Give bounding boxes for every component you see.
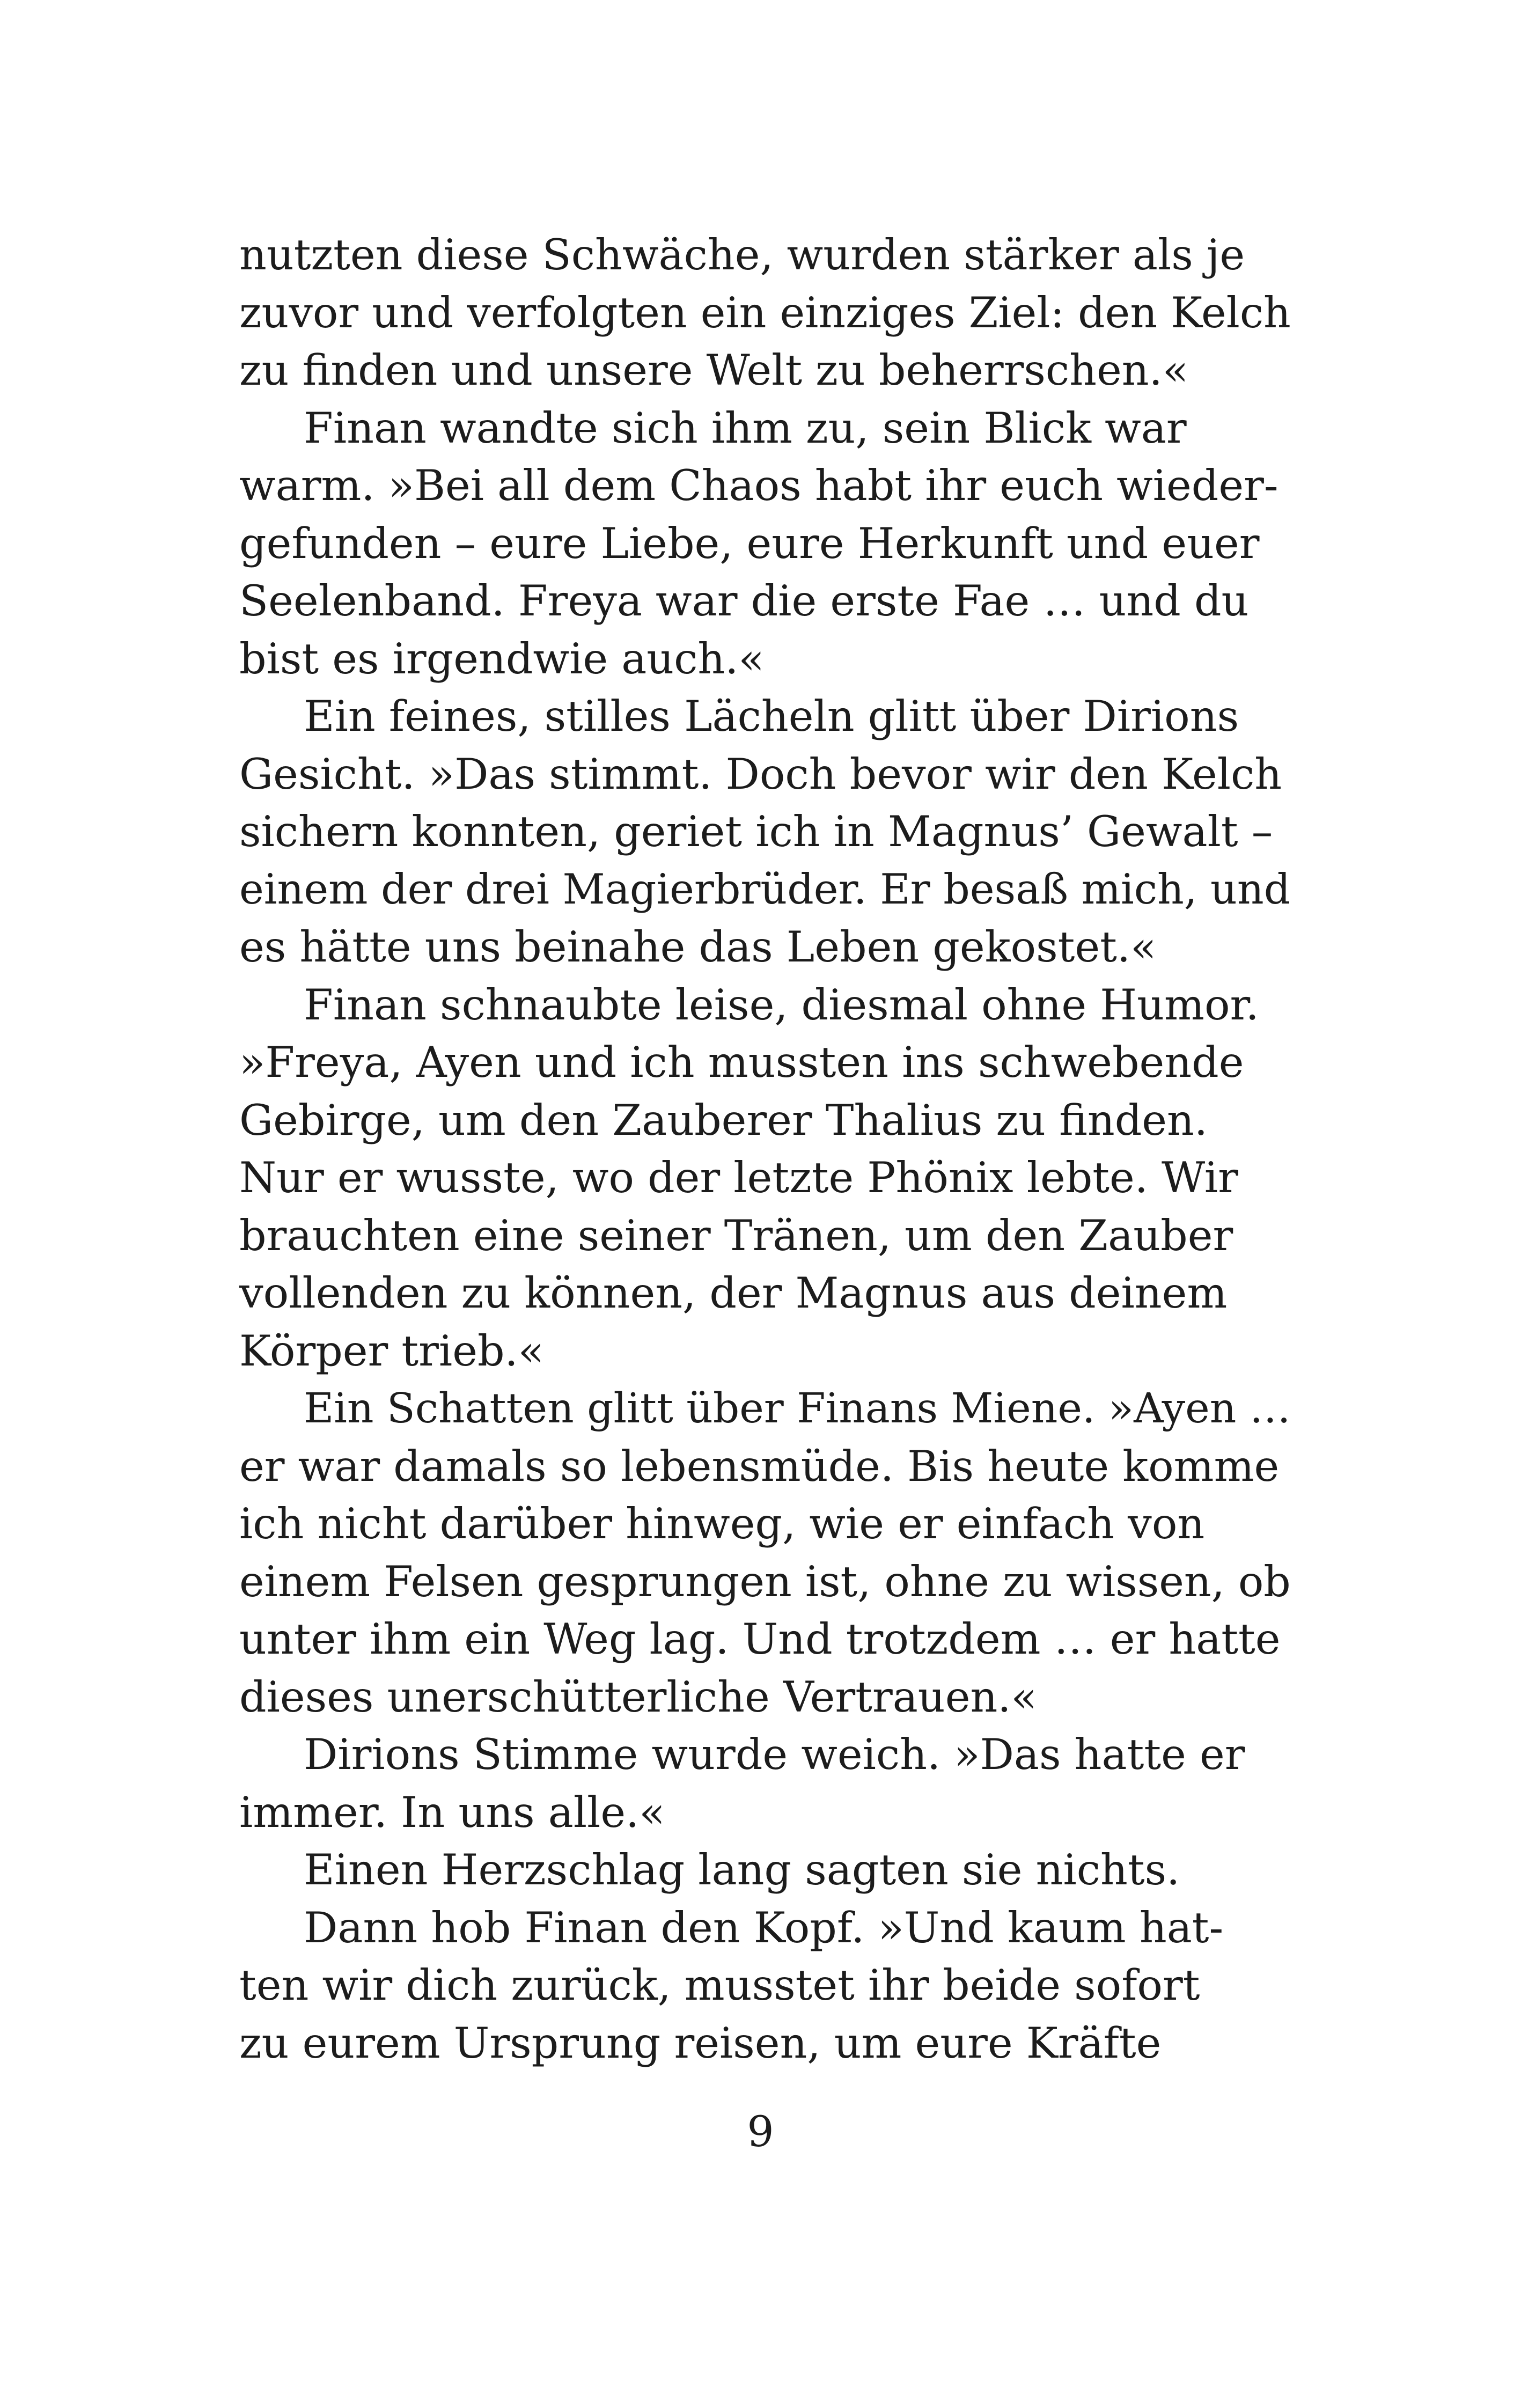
paragraph-first-line: Dirions Stimme wurde weich. »Das hatte er — [304, 1730, 1245, 1779]
text-line: Körper trieb.« — [239, 1326, 544, 1376]
paragraph-first-line: Finan schnaubte leise, diesmal ohne Humor. — [304, 980, 1259, 1030]
text-line: nutzten diese Schwäche, wurden stärker als je — [239, 230, 1245, 280]
text-line: zu finden und unsere Welt zu beherrschen.« — [239, 346, 1189, 395]
text-line: »Freya, Ayen und ich mussten ins schwebende — [239, 1038, 1244, 1087]
text-line: brauchten eine seiner Tränen, um den Zauber — [239, 1210, 1233, 1260]
text-line: einem der drei Magierbrüder. Er besaß mich, und — [239, 865, 1291, 914]
paragraph-first-line: Ein Schatten glitt über Finans Miene. »Ayen … — [304, 1384, 1291, 1433]
paragraph-first-line: Einen Herzschlag lang sagten sie nichts. — [304, 1845, 1180, 1895]
text-line: Gebirge, um den Zauberer Thalius zu finden. — [239, 1095, 1208, 1145]
text-line: er war damals so lebensmüde. Bis heute komme — [239, 1441, 1280, 1491]
text-line: vollenden zu können, der Magnus aus deinem — [239, 1268, 1228, 1318]
text-line: Seelenband. Freya war die erste Fae … und du — [239, 576, 1249, 626]
text-line: es hätte uns beinahe das Leben gekostet.« — [239, 922, 1157, 972]
text-line: dieses unerschütterliche Vertrauen.« — [239, 1672, 1037, 1722]
text-line: immer. In uns alle.« — [239, 1787, 665, 1837]
text-line: zu eurem Ursprung reisen, um eure Kräfte — [239, 2018, 1162, 2068]
text-line: ich nicht darüber hinweg, wie er einfach von — [239, 1499, 1205, 1548]
text-line: zuvor und verfolgten ein einziges Ziel: den Kelch — [239, 288, 1291, 337]
paragraph-first-line: Finan wandte sich ihm zu, sein Blick war — [304, 403, 1187, 453]
paragraph-first-line: Ein feines, stilles Lächeln glitt über Dirions — [304, 692, 1239, 741]
text-line: unter ihm ein Weg lag. Und trotzdem … er hatte — [239, 1614, 1281, 1664]
text-line: sichern konnten, geriet ich in Magnus’ Gewalt – — [239, 807, 1273, 856]
paragraph-first-line: Dann hob Finan den Kopf. »Und kaum hat- — [304, 1903, 1224, 1952]
text-line: ten wir dich zurück, musstet ihr beide sofort — [239, 1961, 1200, 2010]
body-text — [239, 226, 1291, 2072]
text-line: bist es irgendwie auch.« — [239, 634, 765, 684]
text-line: warm. »Bei all dem Chaos habt ihr euch wieder- — [239, 461, 1278, 510]
page-number: 9 — [747, 2107, 774, 2156]
text-line: Nur er wusste, wo der letzte Phönix lebte. Wir — [239, 1153, 1238, 1202]
text-line: einem Felsen gesprungen ist, ohne zu wissen, ob — [239, 1557, 1291, 1606]
text-line: gefunden – eure Liebe, eure Herkunft und euer — [239, 518, 1260, 568]
text-line: Gesicht. »Das stimmt. Doch bevor wir den Kelch — [239, 749, 1282, 799]
